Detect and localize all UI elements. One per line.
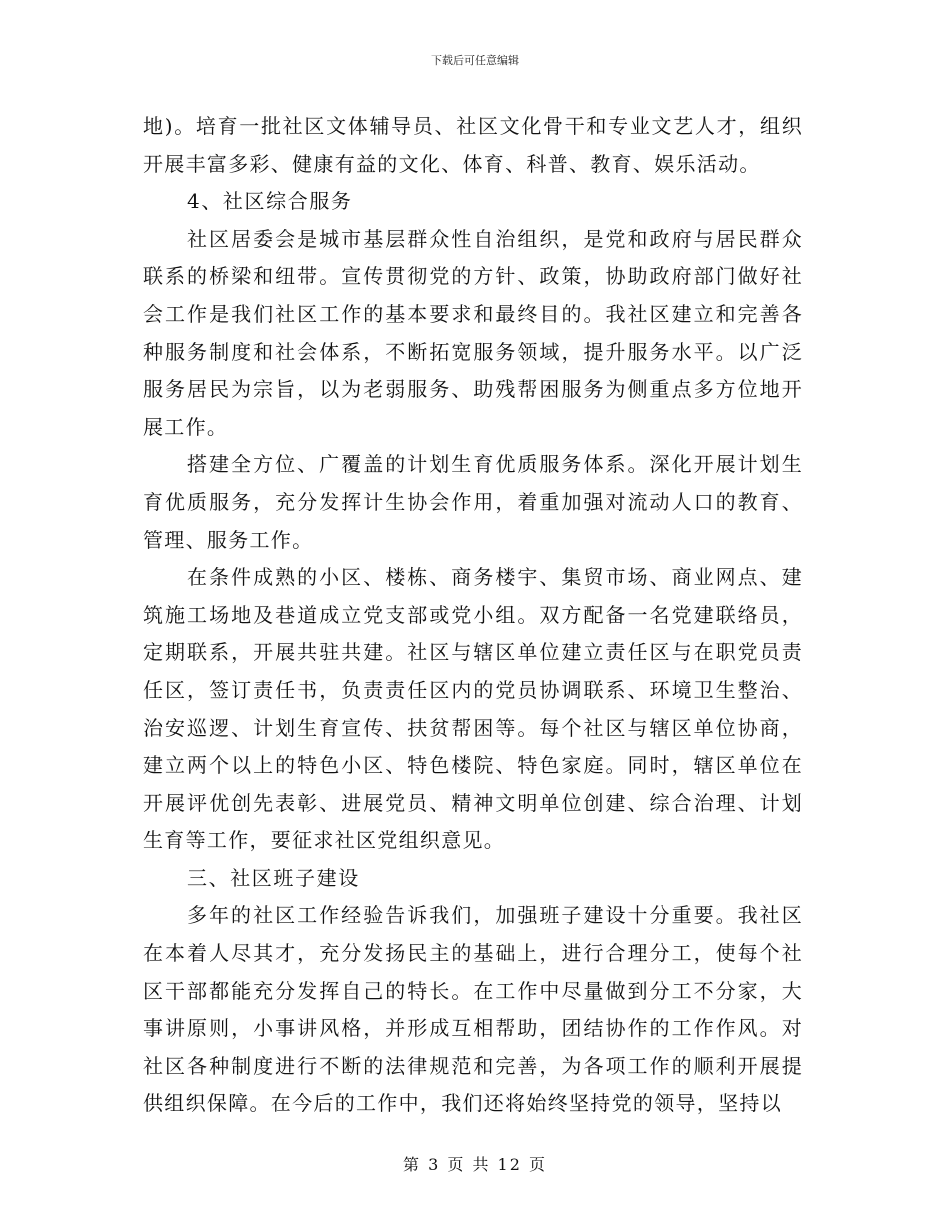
paragraph-team-experience: 多年的社区工作经验告诉我们，加强班子建设十分重要。我社区在本着人尽其才，充分发扬民主的基础上，进行合理分工，使每个社区干部都能充分发挥自己的特长。在工作中尽量做到分工不分家，大事讲原则，小事讲风格，并形成互相帮助，团结协作的工作作风。对社区各种制度进行不断的法律规范和完善，为各项工作的顺利开展提供组织保障。在今后的工作中，我们还将始终坚持党的领导，坚持以	[143, 903, 803, 1116]
paragraph-residents-committee: 社区居委会是城市基层群众性自治组织，是党和政府与居民群众联系的桥梁和纽带。宣传贯彻党的方针、政策，协助政府部门做好社会工作是我们社区工作的基本要求和最终目的。我社区建立和完善各种服务制度和社会体系，不断拓宽服务领域，提升服务水平。以广泛服务居民为宗旨，以为老弱服务、助残帮困服务为侧重点多方位地开展工作。	[143, 226, 803, 439]
page-number-footer: 第 3 页 共 12 页	[403, 1155, 547, 1174]
section-heading-community-service: 4、社区综合服务	[187, 189, 353, 214]
page-header-note: 下载后可任意编辑	[431, 54, 519, 67]
paragraph-culture-continuation: 地)。培育一批社区文体辅导员、社区文化骨干和专业文艺人才，组织开展丰富多彩、健康有益的文化、体育、科普、教育、娱乐活动。	[143, 114, 803, 176]
paragraph-party-building: 在条件成熟的小区、楼栋、商务楼宇、集贸市场、商业网点、建筑施工场地及巷道成立党支部或党小组。双方配备一名党建联络员，定期联系，开展共驻共建。社区与辖区单位建立责任区与在职党员责任区，签订责任书，负责责任区内的党员协调联系、环境卫生整治、治安巡逻、计划生育宣传、扶贫帮困等。每个社区与辖区单位协商，建立两个以上的特色小区、特色楼院、特色家庭。同时，辖区单位在开展评优创先表彰、进展党员、精神文明单位创建、综合治理、计划生育等工作，要征求社区党组织意见。	[143, 565, 803, 853]
section-heading-team-building: 三、社区班子建设	[187, 865, 360, 890]
paragraph-family-planning: 搭建全方位、广覆盖的计划生育优质服务体系。深化开展计划生育优质服务，充分发挥计生协会作用，着重加强对流动人口的教育、管理、服务工作。	[143, 452, 803, 552]
document-body	[143, 108, 803, 1123]
